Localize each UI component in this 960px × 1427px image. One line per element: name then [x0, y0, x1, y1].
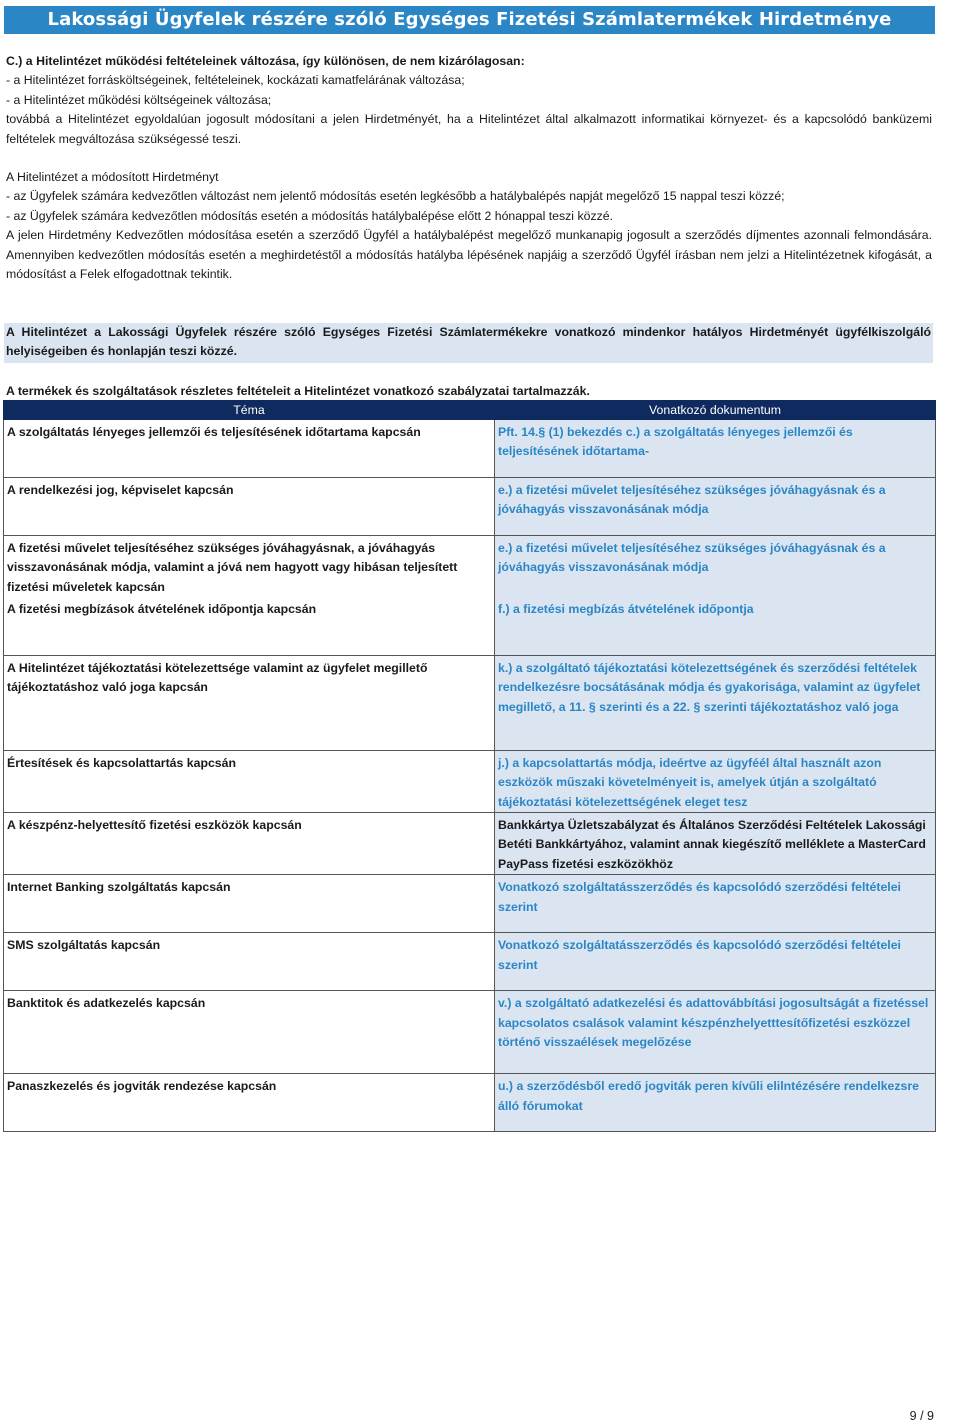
table-row [4, 812, 936, 874]
document-cell: f.) a fizetési megbízás átvételének időpontja [495, 597, 936, 655]
topic-cell: A fizetési megbízások átvételének időpontja kapcsán [4, 597, 495, 655]
table-row [4, 478, 936, 536]
modification-section [6, 168, 932, 284]
topic-cell: Panaszkezelés és jogviták rendezése kapcsán [4, 1074, 495, 1132]
document-cell: Pft. 14.§ (1) bekezdés c.) a szolgáltatás lényeges jellemzői és teljesítésének időtartama- [495, 420, 936, 478]
modification-intro: A Hitelintézet a módosított Hirdetményt [6, 170, 219, 184]
header-document: Vonatkozó dokumentum [495, 401, 936, 420]
document-cell: Bankkártya Üzletszabályzat és Általános Szerződési Feltételek Lakossági Betéti Bankkártyához, valamint annak kiegészítő melléklete a MasterCard PayPass fizetési eszközökhöz [495, 812, 936, 874]
table-row [4, 991, 936, 1074]
section-c [6, 52, 932, 149]
topic-cell: A Hitelintézet tájékoztatási kötelezettsége valamint az ügyfelet megillető tájékoztatáshoz való joga kapcsán [4, 655, 495, 750]
document-cell: v.) a szolgáltató adatkezelési és adattovábbítási jogosultságát a fizetéssel kapcsolatos csalások valamint készpénzhelyetttesítőfizetési eszközzel történő visszaélések megelőzése [495, 991, 936, 1074]
document-cell: j.) a kapcsolattartás módja, ideértve az ügyféél által használt azon eszközök műszaki követelményeit is, amelyek útján a szolgáltató tájékoztatási kötelezettségének eleget tesz [495, 750, 936, 812]
table-intro: A termékek és szolgáltatások részletes feltételeit a Hitelintézet vonatkozó szabályzatai tartalmazzák. [6, 384, 590, 398]
document-cell: Vonatkozó szolgáltatásszerződés és kapcsolódó szerződési feltételei szerint [495, 933, 936, 991]
publication-notice: A Hitelintézet a Lakossági Ügyfelek részére szóló Egységes Fizetési Számlatermékekre vonatkozó mindenkor hatályos Hirdetményét ügyfélkiszolgáló helyiségeiben és honlapján teszi közzé. [4, 323, 933, 363]
page-number: 9 / 9 [909, 1409, 934, 1423]
topic-cell: Internet Banking szolgáltatás kapcsán [4, 875, 495, 933]
topic-cell: Banktitok és adatkezelés kapcsán [4, 991, 495, 1074]
modification-line: A jelen Hirdetmény Kedvezőtlen módosítása esetén a szerződő Ügyfél a hatálybalépést megelőző munkanapig jogosult a szerződés díjmentes azonnali felmondására. Amennyiben kedvezőtlen módosítás esetén a meghirdetéstől a módosítás hatályba lépésének napjáig a szerződő Ügyfél írásban nem jelzi a Hitelintézetnek kifogását, a módosítást a Felek elfogadottnak tekintik. [6, 228, 932, 282]
table-row [4, 1074, 936, 1132]
table-header-row [4, 401, 936, 420]
table-row [4, 933, 936, 991]
document-cell: Vonatkozó szolgáltatásszerződés és kapcsolódó szerződési feltételei szerint [495, 875, 936, 933]
topic-cell: Értesítések és kapcsolattartás kapcsán [4, 750, 495, 812]
document-cell: e.) a fizetési művelet teljesítéséhez szükséges jóváhagyásnak és a jóváhagyás visszavonásának módja [495, 478, 936, 536]
modification-line: - az Ügyfelek számára kedvezőtlen változást nem jelentő módosítás esetén legkésőbb a hatálybalépés napját megelőző 15 nappal teszi közzé; [6, 189, 785, 204]
topic-cell: A rendelkezési jog, képviselet kapcsán [4, 478, 495, 536]
document-cell: k.) a szolgáltató tájékoztatási kötelezettségének és szerződési feltételek rendelkezésre bocsátásának módja és gyakorisága, valamint az ügyfelet megillető, a 11. § szerinti és a 22. § szerinti tájékoztatáshoz való joga [495, 655, 936, 750]
table-row [4, 597, 936, 655]
table-row [4, 750, 936, 812]
section-c-line: - a Hitelintézet működési költségeinek változása; [6, 92, 272, 107]
section-c-line: továbbá a Hitelintézet egyoldalúan jogosult módosítani a jelen Hirdetményét, ha a Hitelintézet által alkalmazott informatikai környezet- és a kapcsolódó banküzemi feltételek megváltozása szükségessé teszi. [6, 112, 932, 146]
section-c-heading: C.) a Hitelintézet működési feltételeinek változása, így különösen, de nem kizárólagosan: [6, 54, 525, 68]
header-topic: Téma [4, 401, 495, 420]
document-cell: e.) a fizetési művelet teljesítéséhez szükséges jóváhagyásnak és a jóváhagyás visszavonásának módja [495, 536, 936, 598]
topic-cell: A szolgáltatás lényeges jellemzői és teljesítésének időtartama kapcsán [4, 420, 495, 478]
table-row [4, 536, 936, 598]
table-row [4, 655, 936, 750]
table-row [4, 420, 936, 478]
topic-cell: A készpénz-helyettesítő fizetési eszközök kapcsán [4, 812, 495, 874]
document-cell: u.) a szerződésből eredő jogviták peren kívűli elilntézésére rendelkezsre álló fórumokat [495, 1074, 936, 1132]
table-row [4, 875, 936, 933]
section-c-line: - a Hitelintézet forrásköltségeinek, feltételeinek, kockázati kamatfelárának változása; [6, 73, 465, 88]
documents-table [3, 400, 936, 1132]
modification-line: - az Ügyfelek számára kedvezőtlen módosítás esetén a módosítás hatálybalépése előtt 2 hónappal teszi közzé. [6, 208, 613, 223]
topic-cell: A fizetési művelet teljesítéséhez szükséges jóváhagyásnak, a jóváhagyás visszavonásának módja, valamint a jóvá nem hagyott vagy hibásan teljesített fizetési műveletek kapcsán [4, 536, 495, 598]
topic-cell: SMS szolgáltatás kapcsán [4, 933, 495, 991]
page-title: Lakossági Ügyfelek részére szóló Egységes Fizetési Számlatermékek Hirdetménye [4, 6, 935, 34]
